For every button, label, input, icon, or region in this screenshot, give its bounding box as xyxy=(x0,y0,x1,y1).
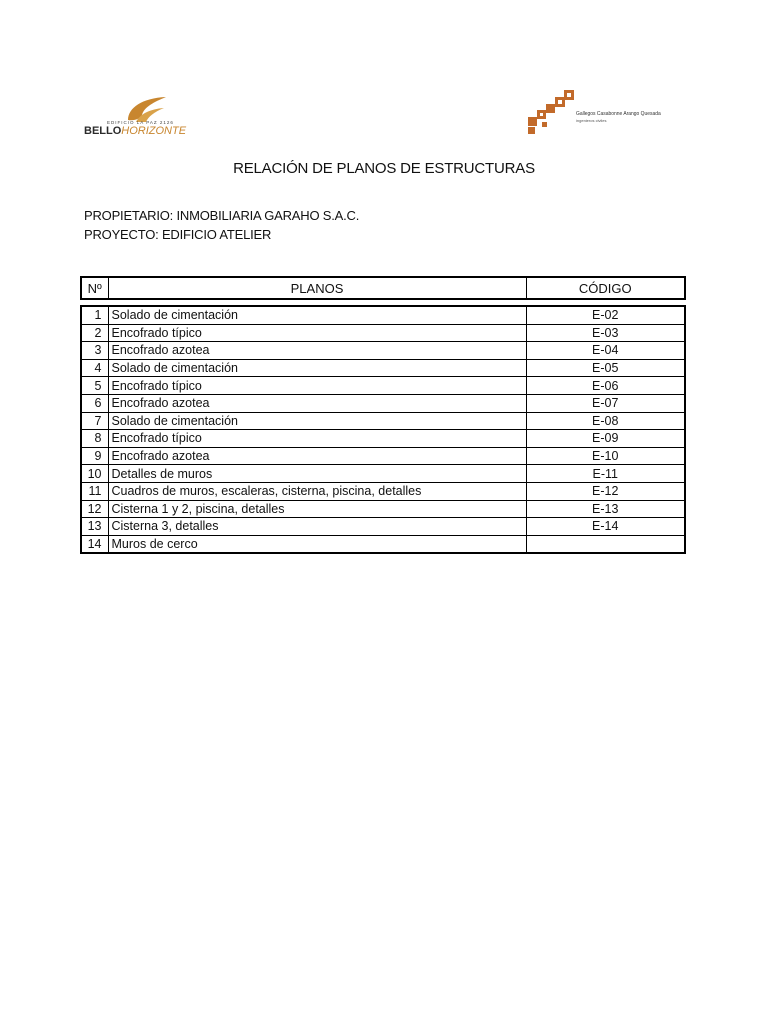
table-row xyxy=(81,324,685,342)
document-title: RELACIÓN DE PLANOS DE ESTRUCTURAS xyxy=(233,160,535,177)
row-codigo: E-14 xyxy=(526,518,685,536)
row-codigo: E-02 xyxy=(526,306,685,324)
row-number: 9 xyxy=(81,447,108,465)
row-plano: Cisterna 3, detalles xyxy=(108,518,526,536)
row-codigo: E-07 xyxy=(526,394,685,412)
table-row xyxy=(81,482,685,500)
table-row xyxy=(81,465,685,483)
row-plano: Solado de cimentación xyxy=(108,306,526,324)
logo-wordmark: BELLOHORIZONTE xyxy=(84,125,187,137)
header-planos: PLANOS xyxy=(108,277,526,299)
row-codigo: E-09 xyxy=(526,430,685,448)
bello-horizonte-logo xyxy=(84,96,200,144)
row-codigo: E-10 xyxy=(526,447,685,465)
logo-tagline: EDIFICIO LA PAZ 2126 xyxy=(107,120,174,125)
table-row xyxy=(81,447,685,465)
row-number: 4 xyxy=(81,359,108,377)
row-plano: Cuadros de muros, escaleras, cisterna, piscina, detalles xyxy=(108,482,526,500)
plans-table xyxy=(80,305,686,554)
row-number: 2 xyxy=(81,324,108,342)
table-row xyxy=(81,412,685,430)
row-number: 8 xyxy=(81,430,108,448)
row-plano: Solado de cimentación xyxy=(108,359,526,377)
row-plano: Cisterna 1 y 2, piscina, detalles xyxy=(108,500,526,518)
table-row xyxy=(81,500,685,518)
row-plano: Encofrado típico xyxy=(108,377,526,395)
row-number: 14 xyxy=(87,537,102,552)
table-row xyxy=(81,394,685,412)
row-number: 12 xyxy=(81,500,108,518)
row-number: 10 xyxy=(81,465,108,483)
row-plano: Solado de cimentación xyxy=(108,412,526,430)
table-row xyxy=(81,306,685,324)
stepped-squares-icon xyxy=(526,89,576,135)
row-number: 13 xyxy=(81,518,108,536)
row-number: 7 xyxy=(81,412,108,430)
row-number: 11 xyxy=(81,482,108,500)
table-header xyxy=(80,276,686,300)
row-codigo: E-13 xyxy=(526,500,685,518)
row-plano: Encofrado típico xyxy=(108,324,526,342)
row-codigo: E-08 xyxy=(526,412,685,430)
row-codigo: E-12 xyxy=(526,482,685,500)
row-plano: Detalles de muros xyxy=(108,465,526,483)
row-number: 3 xyxy=(81,342,108,360)
firm-subtitle: ingenieros civiles xyxy=(576,118,607,123)
table-row xyxy=(81,359,685,377)
table-row xyxy=(81,377,685,395)
project-line: PROYECTO: EDIFICIO ATELIER xyxy=(84,227,272,242)
row-plano: Encofrado azotea xyxy=(108,447,526,465)
row-number: 6 xyxy=(81,394,108,412)
owner-line: PROPIETARIO: INMOBILIARIA GARAHO S.A.C. xyxy=(84,208,360,223)
header-codigo: CÓDIGO xyxy=(526,277,685,299)
row-plano: Muros de cerco xyxy=(108,535,526,553)
row-plano: Encofrado azotea xyxy=(108,342,526,360)
row-plano: Encofrado azotea xyxy=(108,394,526,412)
row-number: 1 xyxy=(81,306,108,324)
header-number: Nº xyxy=(87,280,102,296)
table-row xyxy=(81,518,685,536)
row-codigo: E-04 xyxy=(526,342,685,360)
row-number: 5 xyxy=(81,377,108,395)
row-codigo: E-05 xyxy=(526,359,685,377)
table-row xyxy=(81,342,685,360)
gcaq-logo xyxy=(526,89,696,137)
firm-name: Gallegos Casabonne Arango Quesada xyxy=(576,111,661,117)
row-plano: Encofrado típico xyxy=(108,430,526,448)
row-codigo: E-06 xyxy=(526,377,685,395)
row-codigo: E-11 xyxy=(526,465,685,483)
row-codigo: E-03 xyxy=(526,324,685,342)
row-codigo xyxy=(526,535,685,553)
table-row xyxy=(81,535,685,553)
table-row xyxy=(81,430,685,448)
